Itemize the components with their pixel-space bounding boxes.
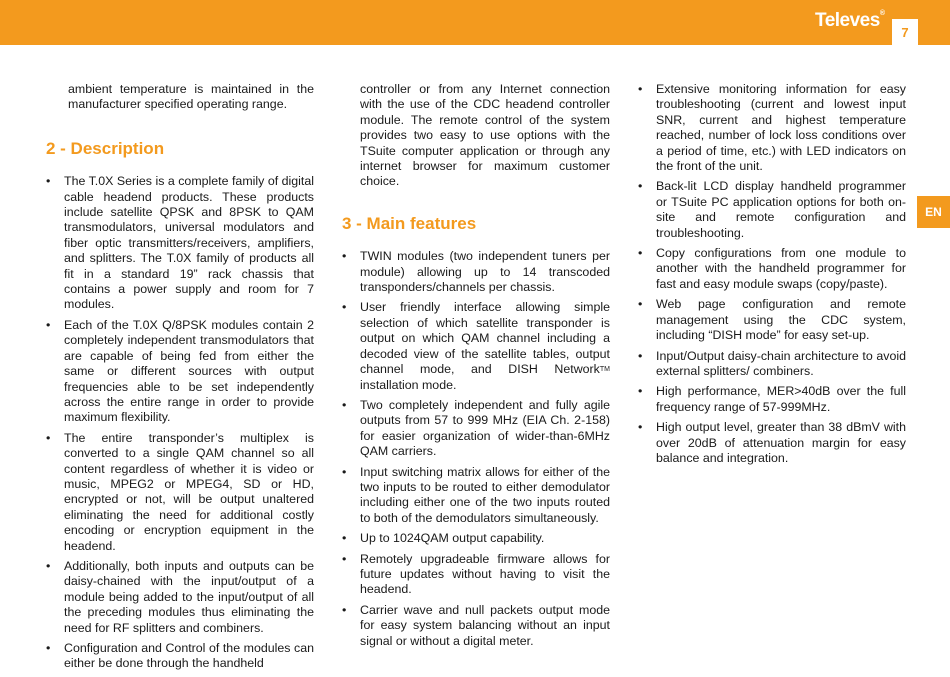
language-tab: EN — [917, 196, 950, 228]
list-item: • Two completely independent and fully agile outputs from 57 to 999 MHz (EIA Ch. 2-158) for easier organization of wider-than-6MHz QAM carriers. — [342, 398, 610, 460]
list-item: • Additionally, both inputs and outputs can be daisy-chained with the input/output of a module being added to the input/output of all the preceding modules thus eliminating the need for RF splitters and combiners. — [46, 559, 314, 636]
description-list — [46, 174, 314, 672]
list-item: • Remotely upgradeable firmware allows for future updates without having to visit the headend. — [342, 552, 610, 598]
list-item: • Web page configuration and remote management using the CDC system, including “DISH mode” for easy set-up. — [638, 297, 906, 343]
list-item: • TWIN modules (two independent tuners per module) allowing up to 14 transcoded transponders/channels per chassis. — [342, 249, 610, 295]
section-heading-description: 2 - Description — [46, 138, 165, 158]
list-item: • The T.0X Series is a complete family of digital cable headend products. These products include satellite QPSK and 8PSK to QAM transmodulators, universal modulators and fiber optic transmitters/receivers, amplifiers, and splitters. The T.0X family of products all fit in a standard 19” rack chassis that contains a power supply and room for 7 modules. — [46, 174, 314, 313]
list-item: • High performance, MER>40dB over the full frequency range of 57-999MHz. — [638, 384, 906, 415]
list-item: • Up to 1024QAM output capability. — [342, 531, 610, 546]
list-item: • High output level, greater than 38 dBmV with over 20dB of attenuation margin for easy balance and integration. — [638, 420, 906, 466]
list-item: • Configuration and Control of the modules can either be done through the handheld — [46, 641, 314, 672]
column-3 — [638, 82, 906, 471]
column-1 — [46, 82, 314, 677]
list-item: • Each of the T.0X Q/8PSK modules contain 2 completely independent transmodulators that are capable of being fed from either the same or different sources with output frequencies able to be set independently across the entire range in order to provide maximum flexibility. — [46, 318, 314, 426]
features-list-continued — [638, 82, 906, 466]
list-item: • Input/Output daisy-chain architecture to avoid external splitters/ combiners. — [638, 349, 906, 380]
column-2 — [342, 82, 610, 654]
intro-text: ambient temperature is maintained in the manufacturer specified operating range. — [68, 82, 314, 112]
page-number: 7 — [892, 19, 918, 47]
list-item: • Input switching matrix allows for either of the two inputs to be routed to either demodulator including either one of the two inputs routed to both of the demodulators simultaneously. — [342, 465, 610, 527]
list-item: • Copy configurations from one module to another with the handheld programmer for fast and easy module swaps (copy/paste). — [638, 246, 906, 292]
list-item: • Extensive monitoring information for easy troubleshooting (current and lowest input SNR, current and highest temperature reached, number of lock loss conditions over a period of time, etc.) with LED indicators on the front of the unit. — [638, 82, 906, 174]
list-item: • Carrier wave and null packets output mode for easy system balancing without an input signal or without a digital meter. — [342, 603, 610, 649]
section-heading-features: 3 - Main features — [342, 213, 477, 233]
trademark-sup: TM — [599, 366, 610, 374]
brand-logo: Televes® — [815, 10, 885, 31]
intro-text: controller or from any Internet connection with the use of the CDC headend controller module. The remote control of the system provides two easy to use options with the TSuite computer application or through any internet browser for maximum customer choice. — [360, 82, 610, 189]
header-bar — [0, 0, 950, 45]
features-list — [342, 249, 610, 649]
list-item: • Back-lit LCD display handheld programmer or TSuite PC application options for both on-site and remote configuration and troubleshooting. — [638, 179, 906, 241]
list-item: • The entire transponder’s multiplex is converted to a single QAM channel so all content regardless of whether it is video or music, MPEG2 or MPEG4, SD or HD, encrypted or not, will be output unaltered eliminating the need for additional costly encoding or encryption equipment in the headend. — [46, 431, 314, 554]
list-item: • User friendly interface allowing simple selection of which satellite transponder is output on which QAM channel including a decoded view of the satellite tables, output channel mode, and DISH Network™ installation mode. — [342, 300, 610, 392]
